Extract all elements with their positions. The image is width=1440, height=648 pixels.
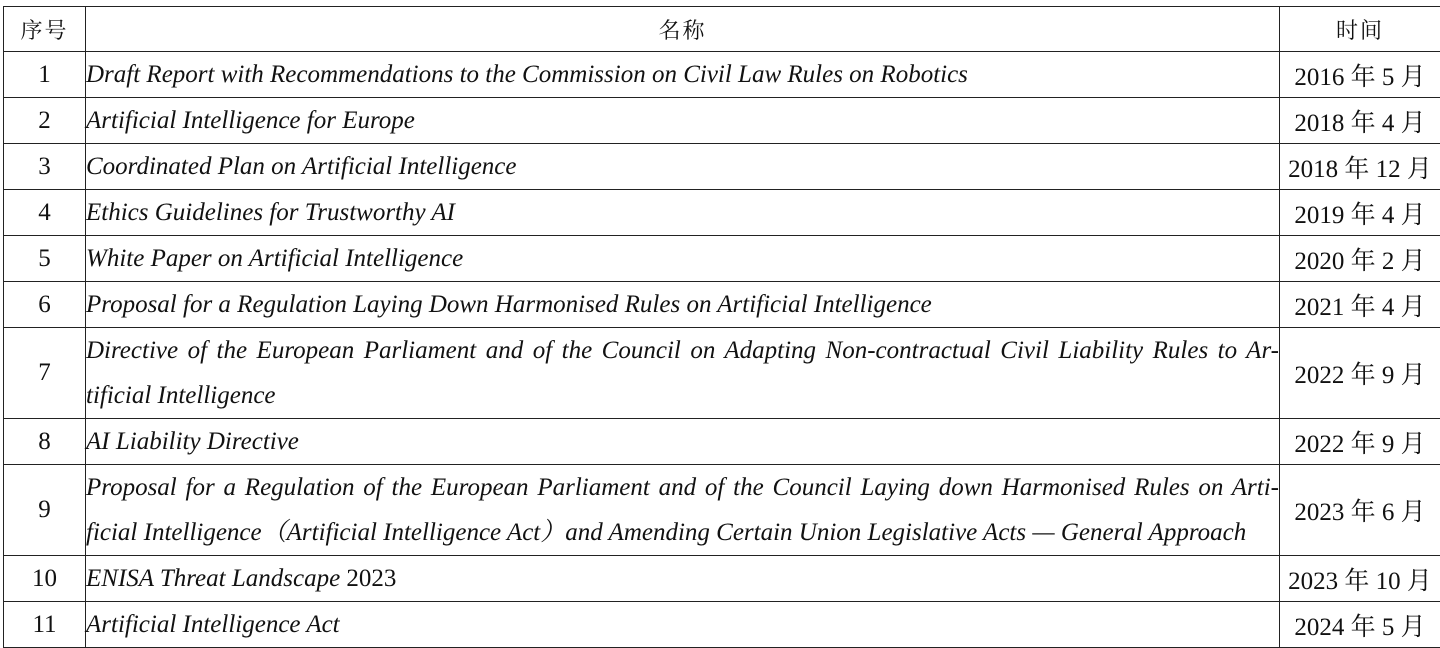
row-title: Ethics Guidelines for Trustworthy AI [86,190,1280,236]
row-number: 5 [4,236,86,282]
table-row [4,328,1440,419]
table-row [4,144,1440,190]
row-title: AI Liability Directive [86,419,1280,465]
legislation-table [3,6,1440,648]
row-date: 2016 年 5 月 [1280,52,1440,98]
table-row [4,236,1440,282]
row-date: 2023 年 10 月 [1280,556,1440,602]
row-title: Artificial Intelligence Act [86,602,1280,648]
header-date: 时间 [1280,7,1440,52]
row-number: 11 [4,602,86,648]
row-date: 2023 年 6 月 [1280,465,1440,556]
header-number: 序号 [4,7,86,52]
table-row [4,419,1440,465]
table-row [4,556,1440,602]
header-name: 名称 [86,7,1280,52]
row-date: 2022 年 9 月 [1280,328,1440,419]
row-date: 2018 年 4 月 [1280,98,1440,144]
row-title: Draft Report with Recommendations to the Commission on Civil Law Rules on Robotics [86,52,1280,98]
table-row [4,190,1440,236]
row-date: 2021 年 4 月 [1280,282,1440,328]
row-title [86,556,1280,602]
table-row [4,52,1440,98]
row-date: 2024 年 5 月 [1280,602,1440,648]
row-title-year: 2023 [346,565,396,592]
row-number: 8 [4,419,86,465]
row-number: 10 [4,556,86,602]
row-title: Directive of the European Parliament and of the Council on Adapting Non-contractual Civil Liability Rules to Ar-tificial Intelligence [86,328,1280,419]
row-number: 4 [4,190,86,236]
row-number: 1 [4,52,86,98]
row-date: 2018 年 12 月 [1280,144,1440,190]
row-title: Proposal for a Regulation Laying Down Harmonised Rules on Artificial Intelligence [86,282,1280,328]
table-row [4,282,1440,328]
row-title: Proposal for a Regulation of the European Parliament and of the Council Laying down Harmonised Rules on Arti-ficial Intelligence（Artificial Intelligence Act）and Amending Certain Union Legislative Acts — General Approach [86,465,1280,556]
row-title: White Paper on Artificial Intelligence [86,236,1280,282]
row-number: 6 [4,282,86,328]
table-row [4,465,1440,556]
row-title-italic: ENISA Threat Landscape [86,565,340,592]
table-row [4,98,1440,144]
row-title: Artificial Intelligence for Europe [86,98,1280,144]
row-number: 7 [4,328,86,419]
row-date: 2020 年 2 月 [1280,236,1440,282]
row-title: Coordinated Plan on Artificial Intelligence [86,144,1280,190]
table-row [4,602,1440,648]
row-number: 2 [4,98,86,144]
row-date: 2019 年 4 月 [1280,190,1440,236]
table-header-row [4,7,1440,52]
row-date: 2022 年 9 月 [1280,419,1440,465]
row-number: 3 [4,144,86,190]
row-number: 9 [4,465,86,556]
